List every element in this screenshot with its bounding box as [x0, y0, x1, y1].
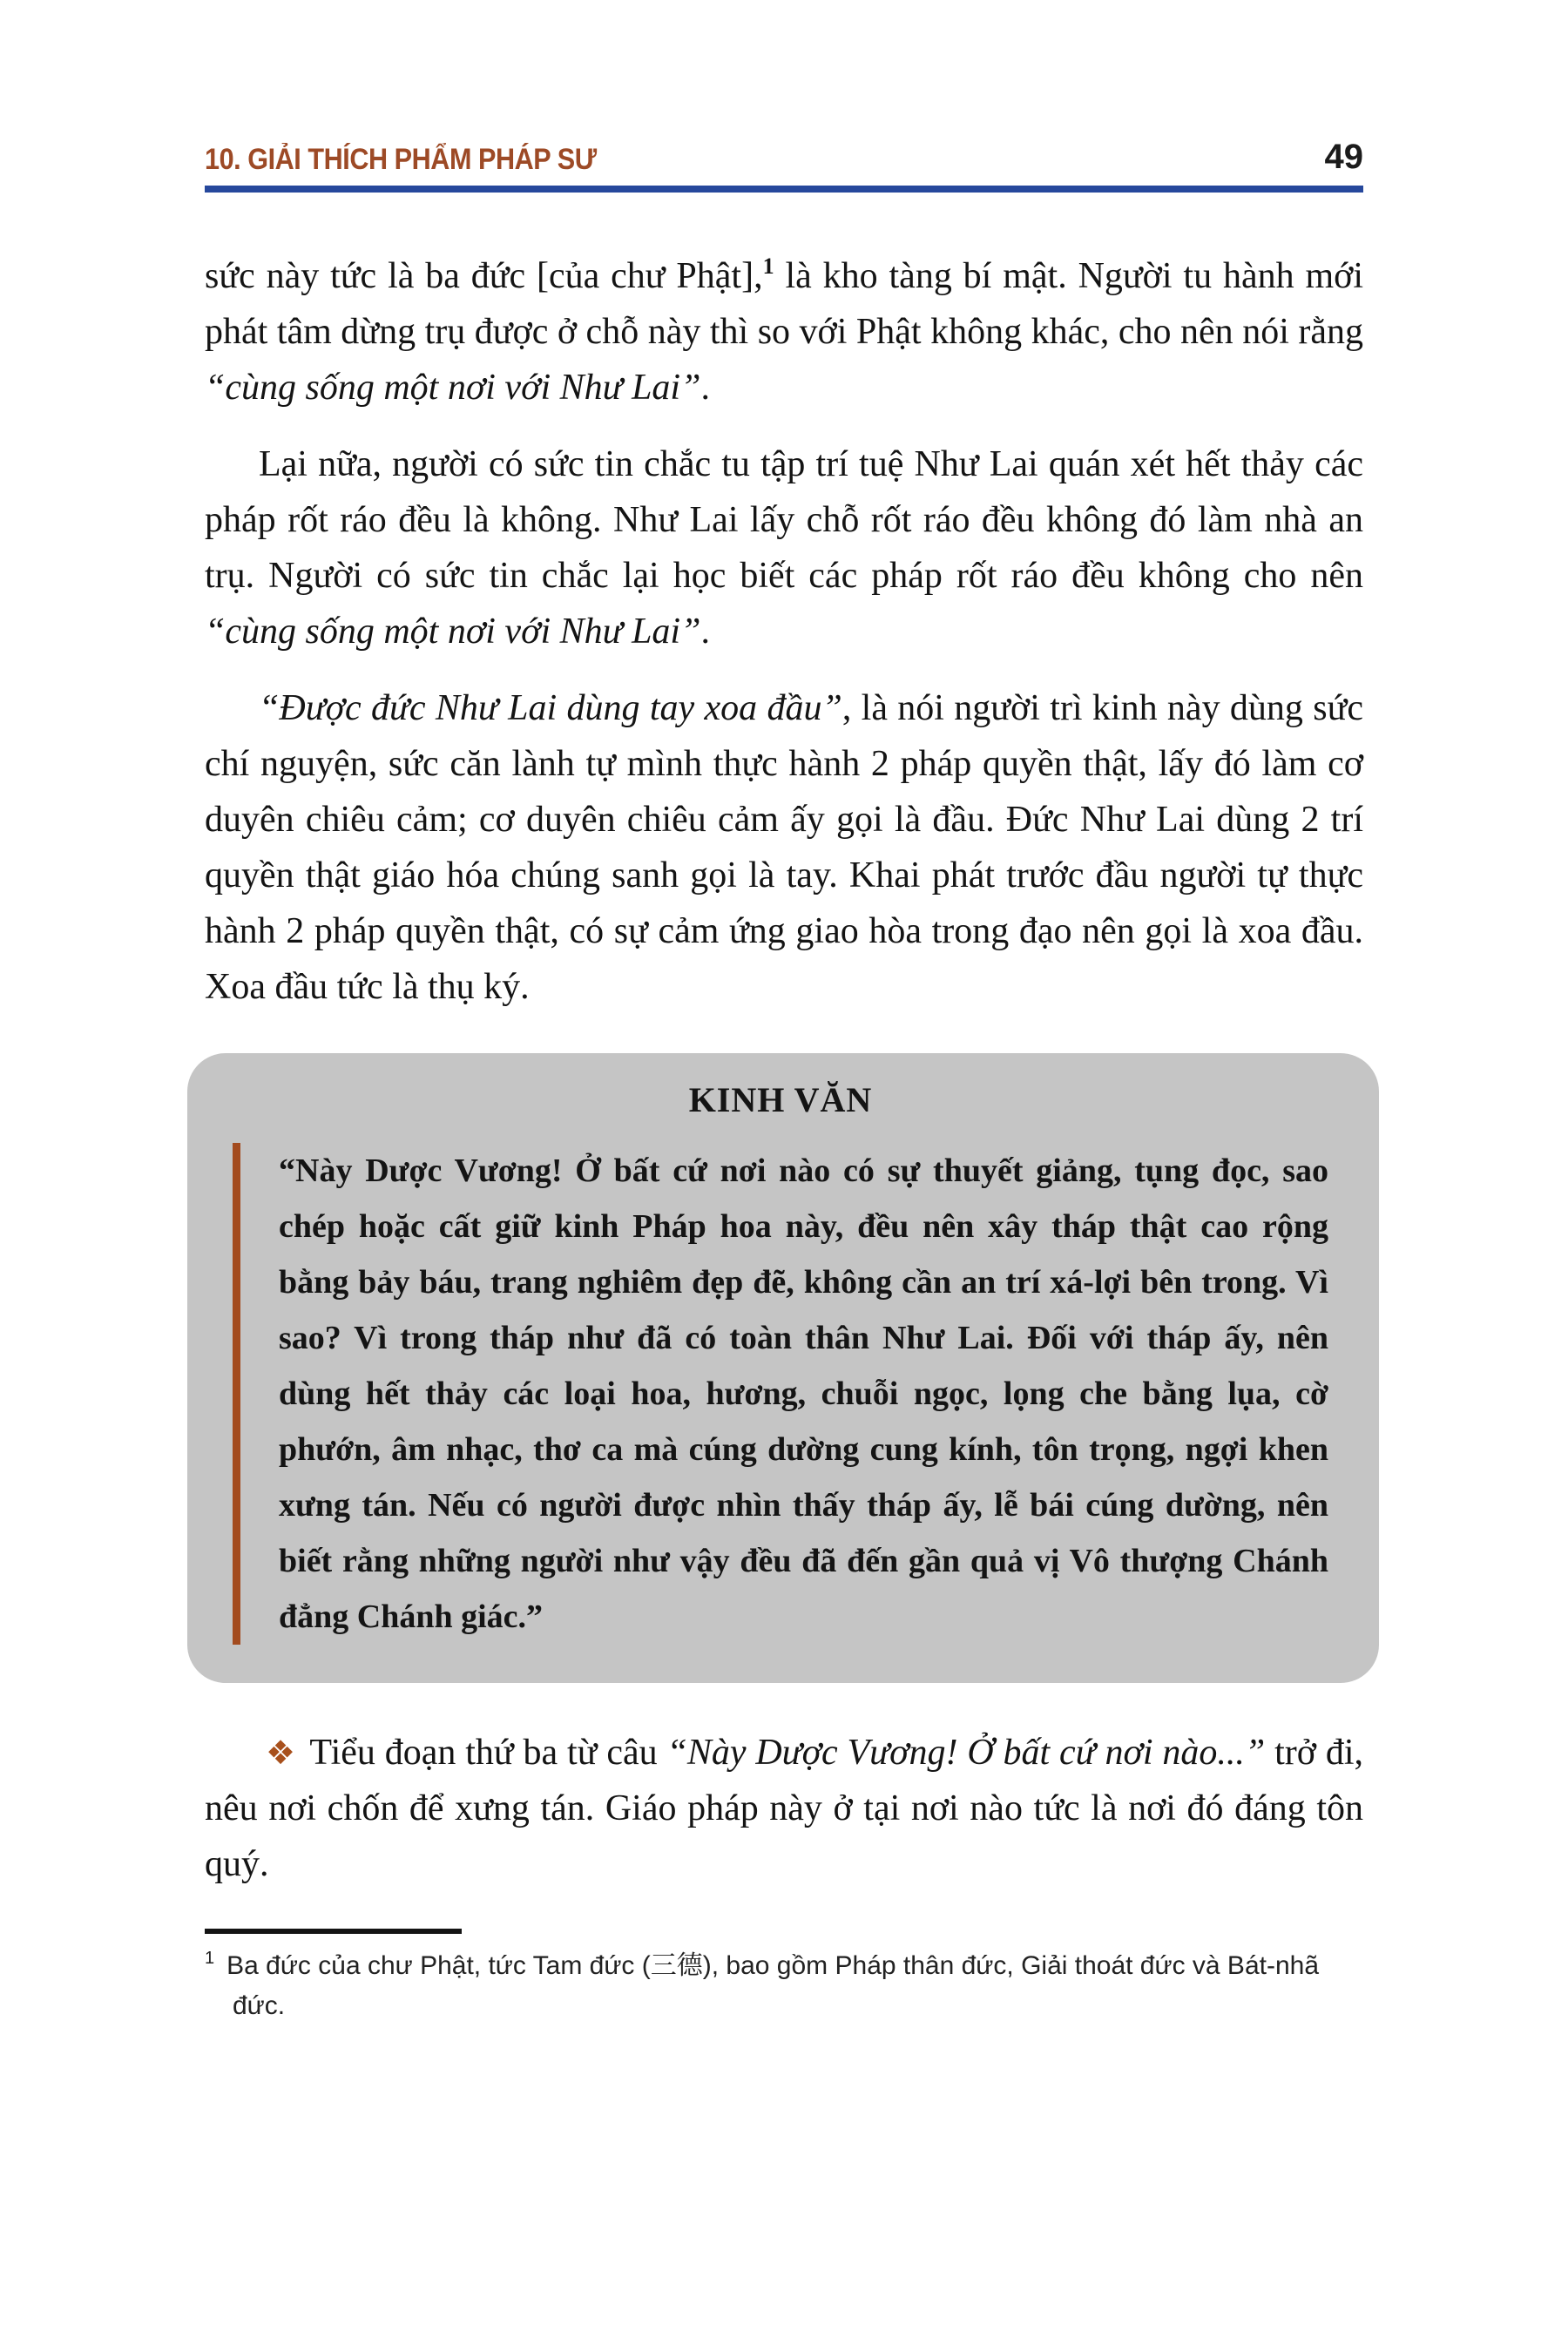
kinh-van-quote-text: “Này Dược Vương! Ở bất cứ nơi nào có sự thuyết giảng, tụng đọc, sao chép hoặc cất giữ kinh Pháp hoa này, đều nên xây tháp thật cao rộng bằng bảy báu, trang nghiêm đẹp đẽ, không cần an trí xá-lợi bên trong. Vì sao? Vì trong tháp như đã có toàn thân Như Lai. Đối với tháp ấy, nên dùng hết thảy các loại hoa, hương, chuỗi ngọc, lọng che bằng lụa, cờ phướn, âm nhạc, thơ ca mà cúng dường cung kính, tôn trọng, ngợi khen xưng tán. Nếu có người được nhìn thấy tháp ấy, lễ bái cúng dường, nên biết rằng những người như vậy đều đã đến gần quả vị Vô thượng Chánh đẳng Chánh giác.” — [279, 1152, 1328, 1635]
page-header — [205, 138, 1363, 177]
paragraph-3 — [205, 680, 1363, 1015]
header-rule — [205, 186, 1363, 193]
paragraph-2 — [205, 436, 1363, 659]
footnote-reference: 1 — [762, 253, 774, 279]
footnote-area — [205, 1929, 1363, 2026]
paragraph-1-text: . — [700, 368, 710, 408]
paragraph-1-text: là kho tàng bí mật. Người tu hành mới phát tâm dừng trụ được ở chỗ này thì so với Phật không khác, cho nên nói rằng — [205, 256, 1363, 352]
paragraph-3-text: , là nói người trì kinh này dùng sức chí nguyện, sức căn lành tự mình thực hành 2 pháp quyền thật, lấy đó làm cơ duyên chiêu cảm; cơ duyên chiêu cảm ấy gọi là đầu. Đức Như Lai dùng 2 trí quyền thật giáo hóa chúng sanh gọi là tay. Khai phát trước đầu người tự thực hành 2 pháp quyền thật, có sự cảm ứng giao hòa trong đạo nên gọi là xoa đầu. Xoa đầu tức là thụ ký. — [205, 688, 1363, 1007]
commentary-text: trở đi, nêu nơi chốn để xưng tán. Giáo pháp này ở tại nơi nào tức là nơi đó đáng tôn quý. — [205, 1733, 1363, 1884]
commentary-quote: “Này Dược Vương! Ở bất cứ nơi nào...” — [666, 1733, 1266, 1773]
paragraph-2-quote: “cùng sống một nơi với Như Lai” — [205, 612, 701, 652]
commentary-text: Tiểu đoạn thứ ba từ câu — [309, 1733, 667, 1773]
paragraph-2-text: Lại nữa, người có sức tin chắc tu tập trí tuệ Như Lai quán xét hết thảy các pháp rốt ráo đều là không. Như Lai lấy chỗ rốt ráo đều không đó làm nhà an trụ. Người có sức tin chắc lại học biết các pháp rốt ráo đều không cho nên — [205, 444, 1363, 596]
footnote-divider-rule — [205, 1929, 462, 1934]
diamond-ornament-icon: ❖ — [266, 1734, 296, 1772]
page-number: 49 — [1324, 138, 1363, 176]
paragraph-3-quote: “Được đức Như Lai dùng tay xoa đầu” — [259, 688, 842, 728]
page-body — [205, 248, 1363, 2026]
footnote-marker: 1 — [205, 1949, 215, 1968]
paragraph-commentary — [205, 1725, 1363, 1892]
kinh-van-title: KINH VĂN — [688, 1080, 873, 1119]
footnote — [205, 1946, 1363, 2026]
kinh-van-box — [187, 1053, 1379, 1683]
paragraph-1-quote: “cùng sống một nơi với Như Lai” — [205, 368, 701, 408]
footnote-text: Ba đức của chư Phật, tức Tam đức (三德), bao gồm Pháp thân đức, Giải thoát đức và Bát-nhã đức. — [226, 1951, 1320, 2020]
paragraph-1 — [205, 248, 1363, 416]
running-header-title: 10. GIẢI THÍCH PHẨM PHÁP SƯ — [205, 143, 597, 176]
paragraph-2-text: . — [700, 612, 710, 652]
quote-left-bar-decoration — [233, 1143, 240, 1645]
kinh-van-quote — [233, 1143, 1328, 1645]
paragraph-1-text: sức này tức là ba đức [của chư Phật], — [205, 256, 763, 296]
